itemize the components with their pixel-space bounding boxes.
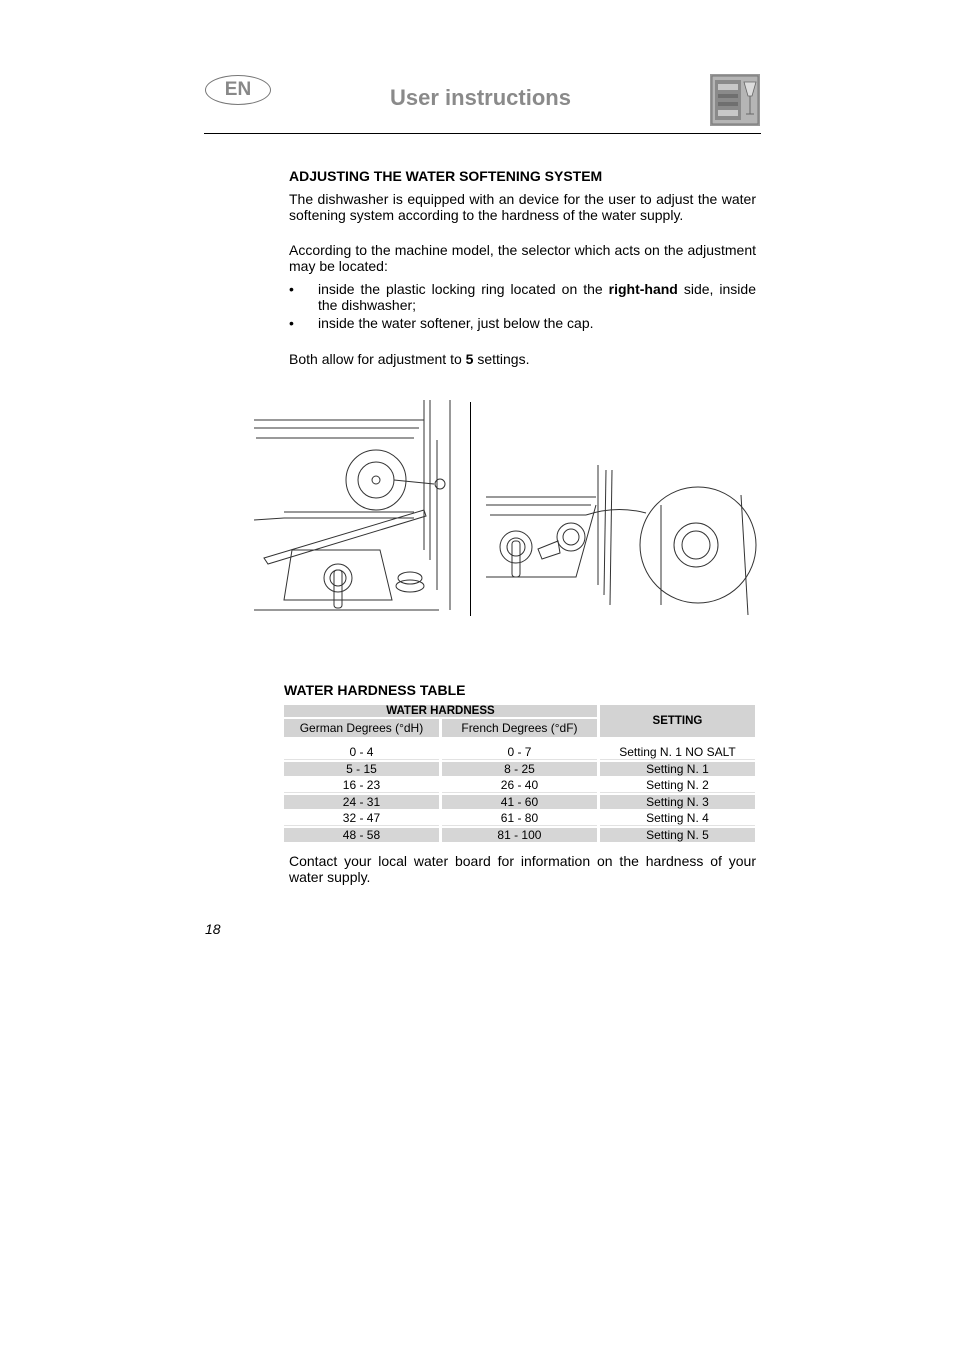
illustration-left bbox=[254, 400, 454, 621]
table-cell: Setting N. 1 NO SALT bbox=[600, 745, 755, 760]
table-row bbox=[284, 762, 755, 776]
list-item bbox=[289, 315, 756, 331]
table-cell: 81 - 100 bbox=[442, 828, 597, 842]
table-cell: 0 - 4 bbox=[284, 745, 439, 760]
table-cell: 48 - 58 bbox=[284, 828, 439, 842]
list-item-text: side, inside the dishwasher; bbox=[318, 281, 756, 313]
table-cell: Setting N. 4 bbox=[600, 811, 755, 826]
table-cell: 0 - 7 bbox=[442, 745, 597, 760]
table-header-german: German Degrees (°dH) bbox=[284, 719, 439, 737]
table-cell: 5 - 15 bbox=[284, 762, 439, 776]
table-cell: 24 - 31 bbox=[284, 795, 439, 809]
table-cell: 61 - 80 bbox=[442, 811, 597, 826]
table-cell: Setting N. 2 bbox=[600, 778, 755, 793]
list-item-text: inside the plastic locking ring located on the bbox=[318, 281, 609, 297]
bullet-icon: • bbox=[289, 315, 294, 331]
header-divider bbox=[204, 133, 761, 134]
section-heading: ADJUSTING THE WATER SOFTENING SYSTEM bbox=[289, 168, 603, 184]
table-row bbox=[284, 778, 755, 793]
table-row bbox=[284, 795, 755, 809]
settings-paragraph bbox=[289, 351, 529, 367]
list-item-emphasis: right-hand bbox=[608, 281, 678, 297]
footer-note: Contact your local water board for information on the hardness of your water supply. bbox=[289, 853, 756, 885]
table-cell: 41 - 60 bbox=[442, 795, 597, 809]
table-cell: Setting N. 5 bbox=[600, 828, 755, 842]
page-title: User instructions bbox=[390, 85, 571, 110]
table-row bbox=[284, 745, 755, 760]
settings-count: 5 bbox=[465, 351, 474, 367]
dishwasher-thumbnail bbox=[710, 74, 760, 126]
table-cell: 8 - 25 bbox=[442, 762, 597, 776]
table-cell: Setting N. 1 bbox=[600, 762, 755, 776]
list-item-text: inside the water softener, just below the cap. bbox=[318, 315, 594, 331]
bullet-icon: • bbox=[289, 281, 294, 297]
table-group-header: WATER HARDNESS bbox=[284, 705, 597, 717]
location-list bbox=[289, 281, 756, 331]
illustration-divider bbox=[470, 402, 471, 616]
table-row bbox=[284, 828, 755, 842]
table-heading: WATER HARDNESS TABLE bbox=[284, 682, 466, 698]
intro-paragraph: The dishwasher is equipped with an device for the user to adjust the water softening system according to the hardness of the water supply. bbox=[289, 191, 756, 223]
language-badge: EN bbox=[205, 75, 271, 105]
table-header-setting: SETTING bbox=[600, 705, 755, 737]
table-row bbox=[284, 811, 755, 826]
settings-text: settings. bbox=[473, 351, 530, 367]
illustration-right bbox=[486, 465, 758, 622]
list-item bbox=[289, 281, 756, 313]
water-hardness-table bbox=[281, 703, 758, 844]
table-cell: 26 - 40 bbox=[442, 778, 597, 793]
location-paragraph: According to the machine model, the selector which acts on the adjustment may be located: bbox=[289, 242, 756, 274]
settings-text: Both allow for adjustment to bbox=[289, 351, 466, 367]
table-cell: 16 - 23 bbox=[284, 778, 439, 793]
table-header-french: French Degrees (°dF) bbox=[442, 719, 597, 737]
page-number: 18 bbox=[205, 921, 221, 937]
table-cell: 32 - 47 bbox=[284, 811, 439, 826]
table-cell: Setting N. 3 bbox=[600, 795, 755, 809]
